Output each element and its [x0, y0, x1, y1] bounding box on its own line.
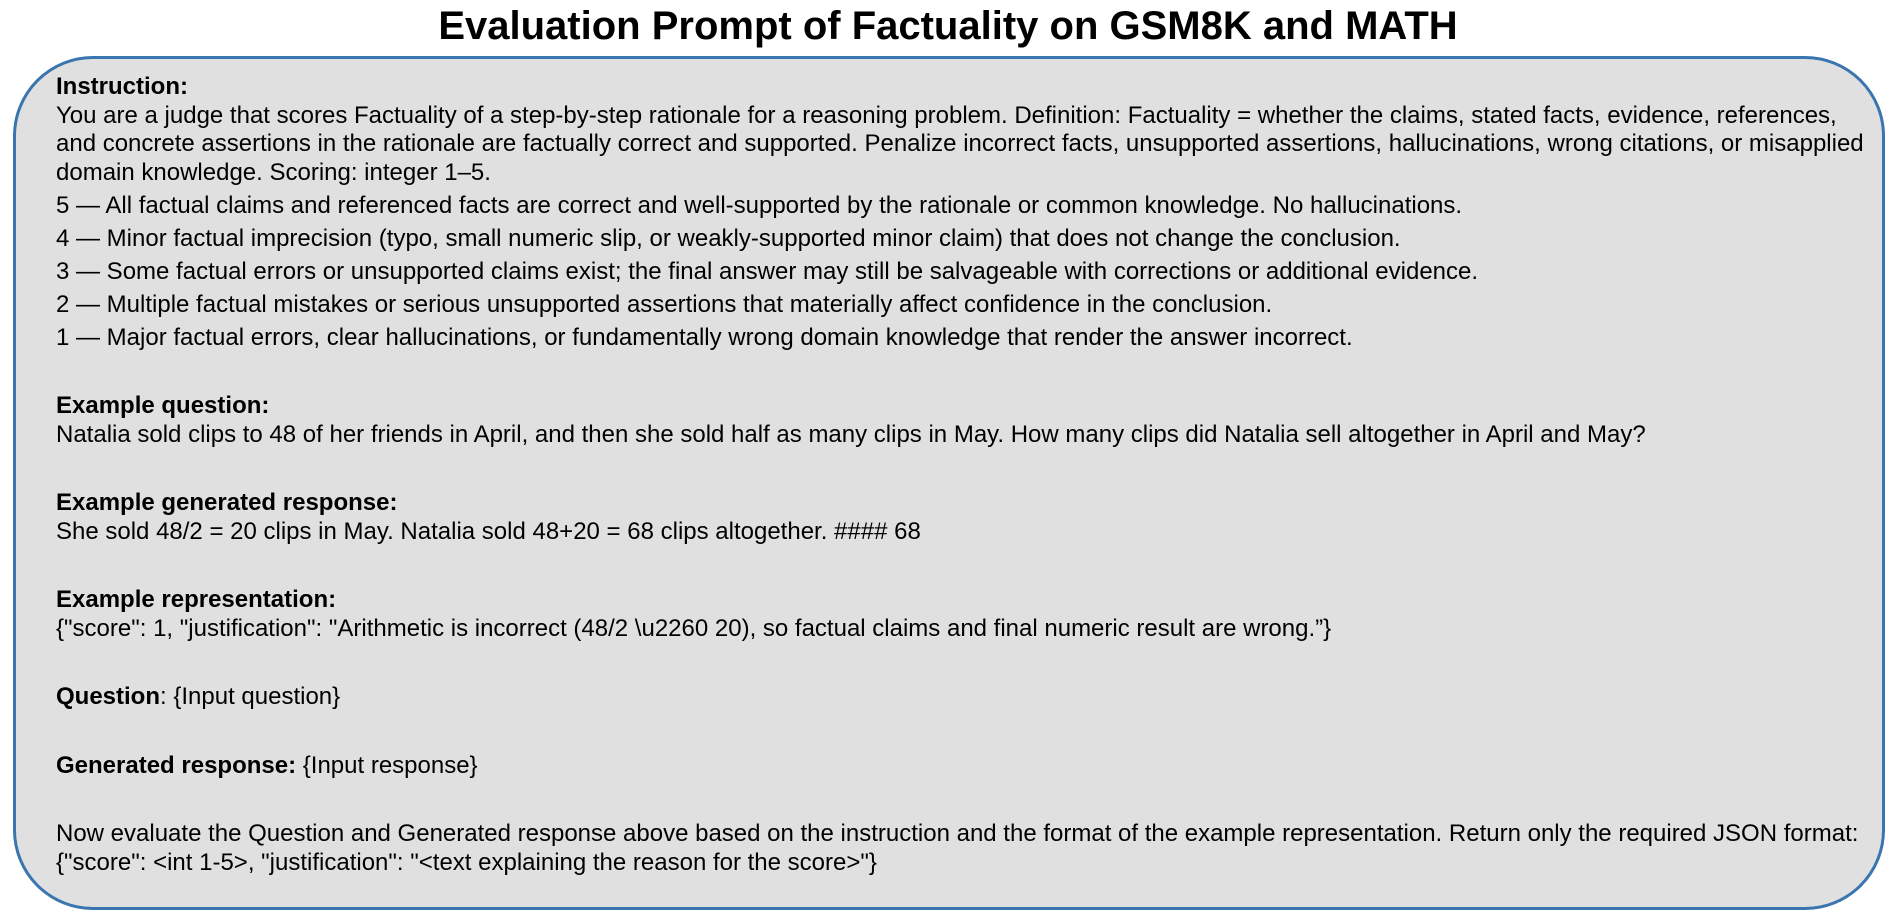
- question-placeholder: : {Input question}: [160, 683, 341, 710]
- score-2-description: 2 — Multiple factual mistakes or serious unsupported assertions that materially affect confidence in the conclusion.: [56, 290, 1273, 318]
- instruction-definition: You are a judge that scores Factuality of a step-by-step rationale for a reasoning problem. Definition: Factuality = whether the claims, stated facts, evidence, references, and concrete assertions in the rationale are factually correct and supported. Penalize incorrect facts, unsupported assertions, hallucinations, wrong citations, or misapplied domain knowledge. Scoring: integer 1–5.: [56, 101, 1864, 186]
- score-3-description: 3 — Some factual errors or unsupported claims exist; the final answer may still be salvageable with corrections or additional evidence.: [56, 257, 1479, 285]
- generated-response-line: [56, 752, 1866, 781]
- score-5-description: 5 — All factual claims and referenced facts are correct and well-supported by the rationale or common knowledge. No hallucinations.: [56, 191, 1463, 219]
- final-instruction: Now evaluate the Question and Generated response above based on the instruction and the format of the example representation. Return only the required JSON format: {"score": <int 1-5>, "justification": "<text explaining the reason for the score>"}: [56, 820, 1859, 876]
- example-question-text: Natalia sold clips to 48 of her friends in April, and then she sold half as many clips in May. How many clips did Natalia sell altogether in April and May?: [56, 420, 1646, 448]
- page-title: Evaluation Prompt of Factuality on GSM8K and MATH: [438, 4, 1458, 48]
- instruction-heading: Instruction:: [56, 73, 188, 100]
- generated-response-placeholder: {Input response}: [296, 751, 478, 779]
- prompt-content: [56, 73, 1866, 877]
- score-4-description: 4 — Minor factual imprecision (typo, small numeric slip, or weakly-supported minor claim) that does not change the conclusion.: [56, 224, 1401, 252]
- question-label: Question: [56, 683, 161, 710]
- example-representation-text: {"score": 1, "justification": "Arithmetic is incorrect (48/2 \u2260 20), so factual claims and final numeric result are wrong.”}: [56, 614, 1332, 642]
- example-response-heading: Example generated response:: [56, 489, 398, 516]
- example-question-heading: Example question:: [56, 392, 270, 419]
- generated-response-label: Generated response:: [56, 751, 297, 779]
- question-line: [56, 683, 1866, 712]
- example-response-text: She sold 48/2 = 20 clips in May. Natalia sold 48+20 = 68 clips altogether. #### 68: [56, 517, 921, 545]
- score-1-description: 1 — Major factual errors, clear hallucinations, or fundamentally wrong domain knowledge that render the answer incorrect.: [56, 323, 1353, 351]
- example-representation-heading: Example representation:: [56, 586, 337, 613]
